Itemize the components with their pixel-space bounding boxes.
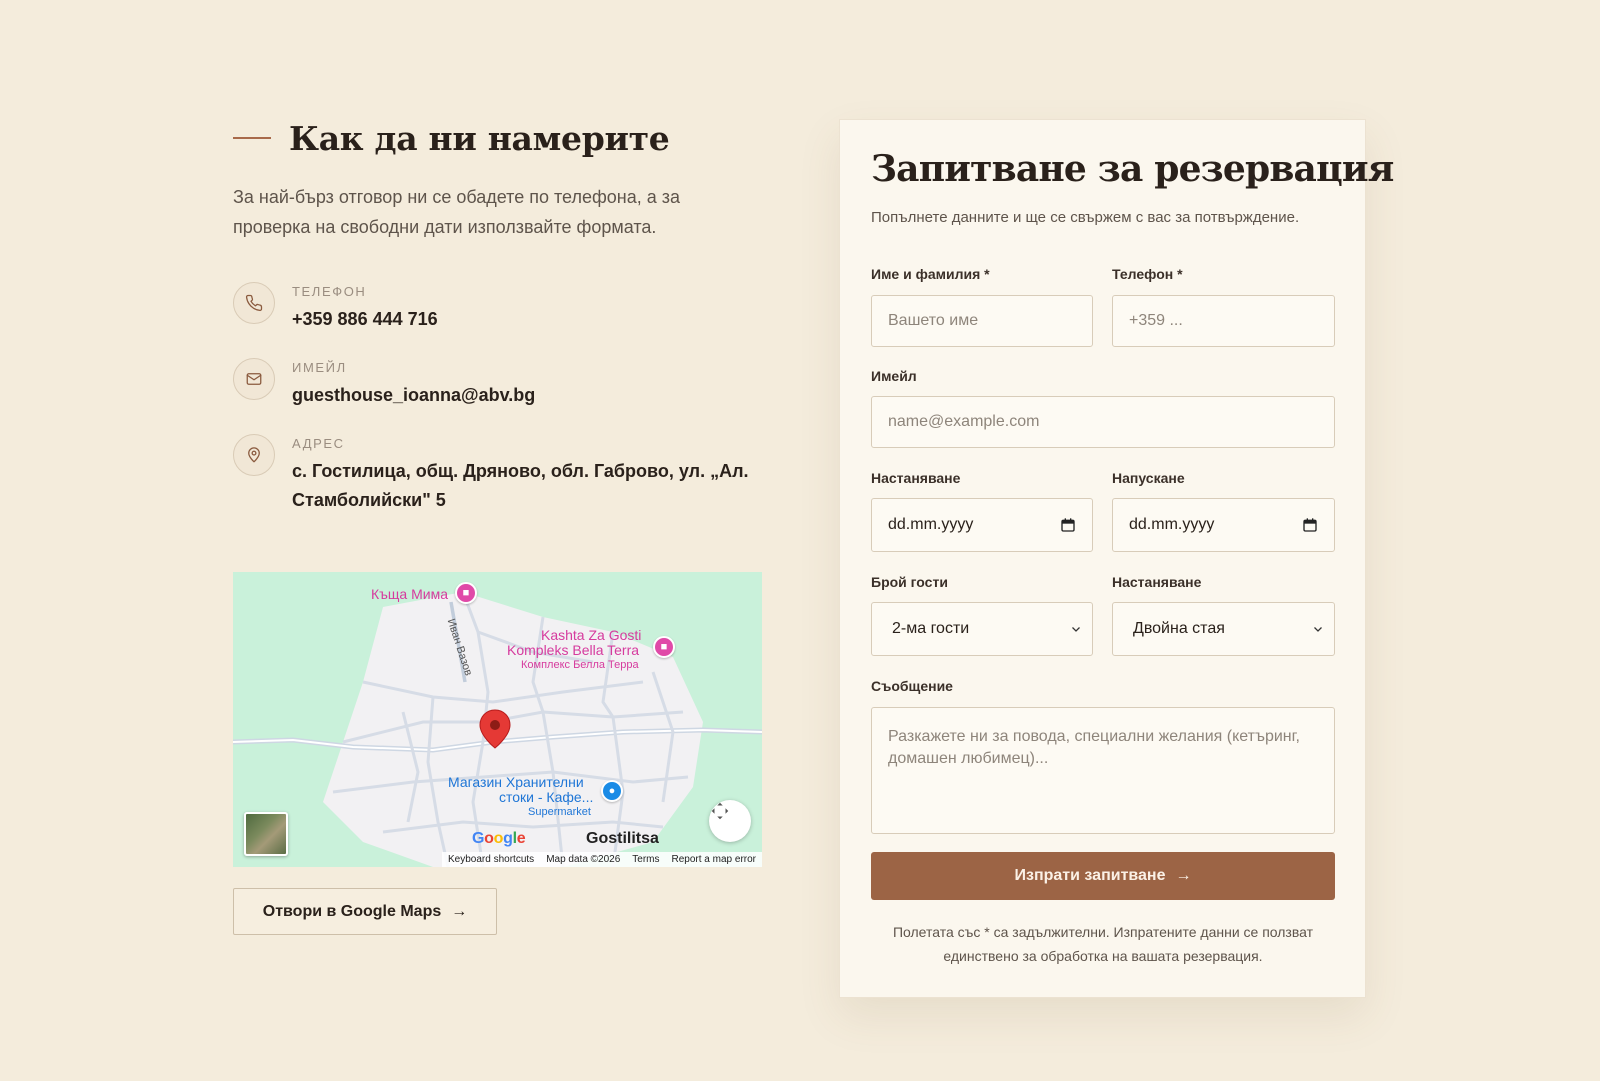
satellite-toggle-button[interactable]: [244, 812, 288, 856]
section-heading: Как да ни намерите: [289, 118, 670, 158]
email-link[interactable]: guesthouse_ioanna@abv.bg: [292, 385, 536, 405]
hotel-marker-icon[interactable]: ■: [653, 636, 675, 658]
phone-link[interactable]: +359 886 444 716: [292, 309, 438, 329]
section-heading-row: [233, 112, 773, 164]
contact-phone: [233, 282, 773, 334]
map-label-kashta-local: Комплекс Белла Терра: [521, 659, 639, 671]
map-data-text: Map data ©2026: [546, 854, 621, 865]
open-google-maps-button[interactable]: [233, 888, 497, 935]
arrow-right-icon: →: [1175, 867, 1192, 884]
button-label: Отвори в Google Maps: [262, 902, 442, 920]
arrow-right-icon: →: [451, 902, 468, 920]
form-subtitle: Попълнете данните и ще се свържем с вас за потвърждение.: [871, 209, 1300, 226]
terms-link[interactable]: Terms: [632, 854, 660, 865]
message-label: Съобщение: [871, 678, 953, 694]
phone-input[interactable]: +359 ...: [1112, 295, 1335, 347]
checkout-date-value: dd.mm.yyyy: [1129, 516, 1215, 533]
calendar-icon[interactable]: [1060, 517, 1076, 533]
name-label: Име и фамилия *: [871, 266, 990, 282]
chevron-down-icon: [1312, 623, 1324, 635]
phone-label: Телефон *: [1112, 266, 1183, 282]
guests-select-value: 2-ма гости: [892, 620, 970, 637]
phone-icon: [233, 282, 275, 324]
form-footnote: Полетата със * са задължителни. Изпратените данни се ползват единствено за обработка на вашата резервация.: [892, 924, 1314, 964]
map-label-kashta-1: Kashta Za Gosti: [541, 627, 642, 643]
map-roads: [233, 572, 762, 867]
guests-select[interactable]: [871, 602, 1093, 656]
email-input[interactable]: name@example.com: [871, 396, 1335, 448]
location-section: [233, 112, 773, 539]
google-logo: Google: [472, 830, 526, 847]
fullscreen-button[interactable]: [709, 800, 751, 842]
map-label-house-mima: Къща Мима: [371, 586, 448, 602]
address-text: с. Гостилица, общ. Дряново, обл. Габрово, ул. „Ал. Стамболийски" 5: [292, 461, 749, 510]
submit-label: Изпрати запитване: [1014, 867, 1166, 884]
hotel-marker-icon[interactable]: ■: [455, 582, 477, 604]
room-label: Настаняване: [1112, 574, 1202, 590]
mail-icon: [233, 358, 275, 400]
map-footer: [442, 852, 762, 867]
form-title: Запитване за резервация: [871, 148, 1394, 190]
chevron-down-icon: [1070, 623, 1082, 635]
message-textarea[interactable]: Разкажете ни за повода, специални желания (кетъринг, домашен любимец)...: [871, 707, 1335, 834]
google-map[interactable]: [233, 572, 762, 867]
contact-label: ТЕЛЕФОН: [292, 284, 367, 299]
reservation-form-card: [839, 119, 1394, 998]
intro-text: За най-бърз отговор ни се обадете по телефона, а за проверка на свободни дати използвайте формата.: [233, 187, 681, 237]
map-label-store-1: Магазин Хранителни: [448, 774, 584, 790]
map-label-store-2: стоки - Кафе...: [499, 789, 594, 805]
fullscreen-icon: [709, 800, 731, 822]
map-label-store-type: Supermarket: [528, 806, 591, 818]
checkin-date-input[interactable]: [871, 498, 1093, 552]
room-select-value: Двойна стая: [1133, 620, 1225, 637]
name-input[interactable]: Вашето име: [871, 295, 1093, 347]
contact-label: ИМЕЙЛ: [292, 360, 347, 375]
map-label-kashta-2: Kompleks Bella Terra: [507, 642, 640, 658]
report-error-link[interactable]: Report a map error: [671, 854, 756, 865]
guests-label: Брой гости: [871, 574, 948, 590]
keyboard-shortcuts-link[interactable]: Keyboard shortcuts: [448, 854, 535, 865]
checkin-date-value: dd.mm.yyyy: [888, 516, 974, 533]
contact-label: АДРЕС: [292, 436, 345, 451]
contact-list: [233, 282, 773, 515]
shopping-cart-icon[interactable]: ●: [601, 780, 623, 802]
map-label-street: Иван Вазов: [444, 617, 475, 678]
contact-address: [233, 434, 773, 515]
calendar-icon[interactable]: [1302, 517, 1318, 533]
heading-rule: [233, 137, 271, 139]
submit-inquiry-button[interactable]: [871, 852, 1335, 900]
map-label-town: Gostilitsa: [586, 830, 659, 847]
checkout-date-input[interactable]: [1112, 498, 1335, 552]
checkout-label: Напускане: [1112, 470, 1185, 486]
room-select[interactable]: [1112, 602, 1335, 656]
contact-email: [233, 358, 773, 410]
checkin-label: Настаняване: [871, 470, 961, 486]
location-pin-icon: [233, 434, 275, 476]
email-label: Имейл: [871, 368, 917, 384]
